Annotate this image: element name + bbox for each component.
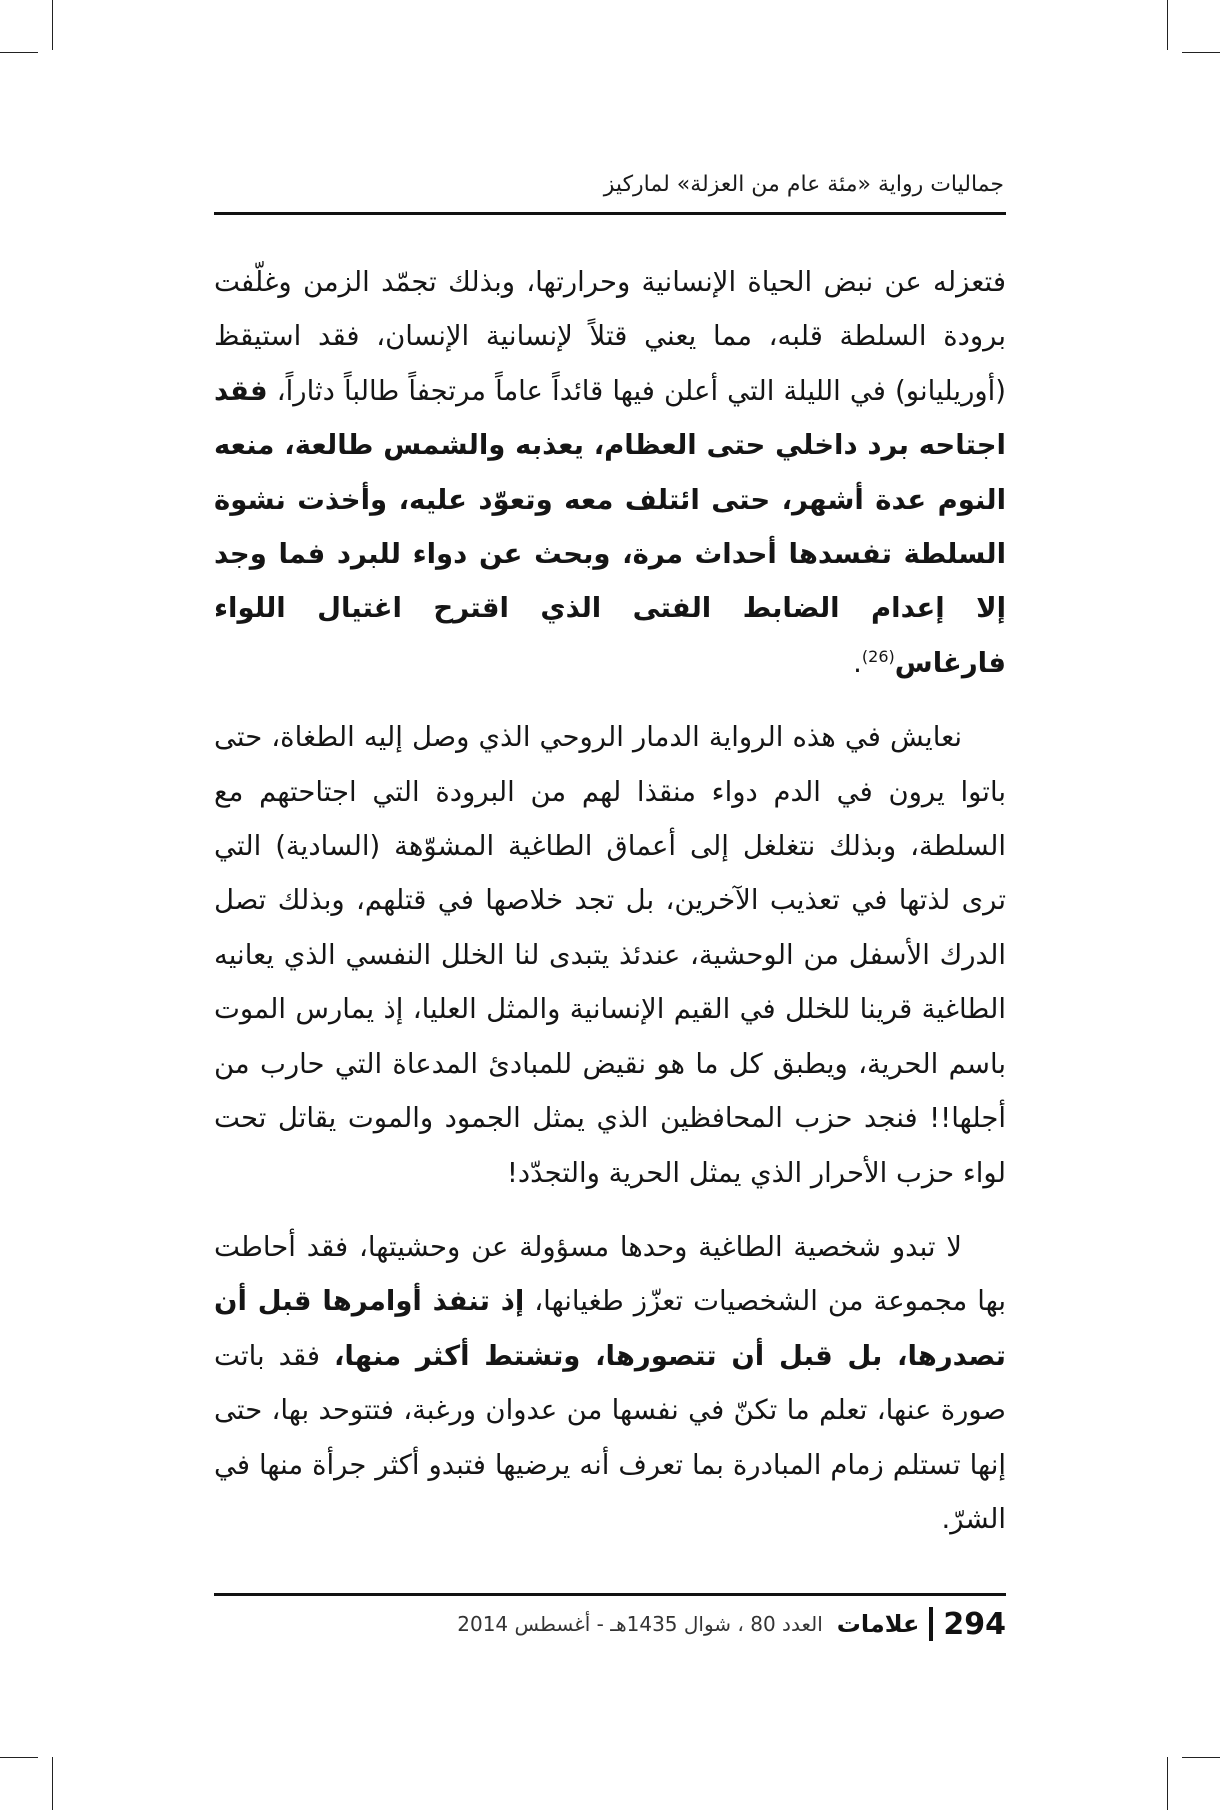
crop-mark bbox=[1167, 0, 1168, 50]
emphasized-text: فقد اجتاحه برد داخلي حتى العظام، يعذبه والشمس طالعة، منعه النوم عدة أشهر، حتى ائتلف معه وتعوّد عليه، وأخذت نشوة السلطة تفسدها أحداث مرة، وبحث عن دواء للبرد فما وجد إلا إعدام الضابط الفتى الذي اقترح اغتيال اللواء فارغاس bbox=[214, 374, 1006, 679]
page-number: 294 bbox=[943, 1606, 1006, 1642]
paragraph bbox=[214, 255, 1006, 690]
footnote-reference[interactable]: (26) bbox=[861, 646, 895, 666]
emphasized-text: إذ تنفذ أوامرها قبل أن تصدرها، بل قبل أن تتصورها، وتشتط أكثر منها، bbox=[214, 1285, 1006, 1372]
paragraph bbox=[214, 1220, 1006, 1546]
crop-mark bbox=[52, 1757, 53, 1810]
crop-mark bbox=[52, 0, 53, 50]
running-header: جماليات رواية «مئة عام من العزلة» لماركيز bbox=[603, 172, 1004, 197]
paragraph-text: لا تبدو شخصية الطاغية وحدها مسؤولة عن وحشيتها، فقد أحاطت بها مجموعة من الشخصيات تعزّز طغيانها، bbox=[214, 1230, 1006, 1318]
crop-mark bbox=[1182, 1757, 1220, 1758]
paragraph-text: فتعزله عن نبض الحياة الإنسانية وحرارتها، وبذلك تجمّد الزمن وغلّفت برودة السلطة قلبه، مما يعني قتلاً لإنسانية الإنسان، فقد استيقظ (أوريليانو) في الليلة التي أعلن فيها قائداً عاماً مرتجفاً طالباً دثاراً، bbox=[214, 266, 1006, 407]
footer-rule bbox=[214, 1593, 1006, 1596]
crop-mark bbox=[0, 1757, 38, 1758]
issue-info: العدد 80 ، شوال 1435هـ - أغسطس 2014 bbox=[457, 1612, 823, 1636]
crop-mark bbox=[0, 52, 38, 53]
page-footer bbox=[214, 1604, 1006, 1644]
paragraph bbox=[214, 710, 1006, 1200]
crop-mark bbox=[1167, 1757, 1168, 1810]
footer-divider bbox=[929, 1607, 933, 1641]
paragraph-text: نعايش في هذه الرواية الدمار الروحي الذي وصل إليه الطغاة، حتى باتوا يرون في الدم دواء منقذا لهم من البرودة التي اجتاحتهم مع السلطة، وبذلك نتغلغل إلى أعماق الطاغية المشوّهة (السادية) التي ترى لذتها في تعذيب الآخرين، بل تجد خلاصها في قتلهم، وبذلك تصل الدرك الأسفل من الوحشية، عندئذ يتبدى لنا الخلل النفسي الذي يعانيه الطاغية قرينا للخلل في القيم الإنسانية والمثل العليا، إذ يمارس الموت باسم الحرية، ويطبق كل ما هو نقيض للمبادئ المدعاة التي حارب من أجلها!! فنجد حزب المحافظين الذي يمثل الجمود والموت يقاتل تحت لواء حزب الأحرار الذي يمثل الحرية والتجدّد! bbox=[214, 721, 1006, 1189]
crop-mark bbox=[1182, 52, 1220, 53]
paragraph-text: فقد باتت صورة عنها، تعلم ما تكنّ في نفسها من عدوان ورغبة، فتتوحد بها، حتى إنها تستلم زمام المبادرة بما تعرف أنه يرضيها فتبدو أكثر جرأة منها في الشرّ. bbox=[214, 1339, 1006, 1535]
journal-logo: علامات bbox=[836, 1610, 920, 1638]
header-rule bbox=[214, 212, 1006, 215]
article-body bbox=[214, 255, 1006, 1566]
paragraph-end: . bbox=[853, 646, 862, 679]
